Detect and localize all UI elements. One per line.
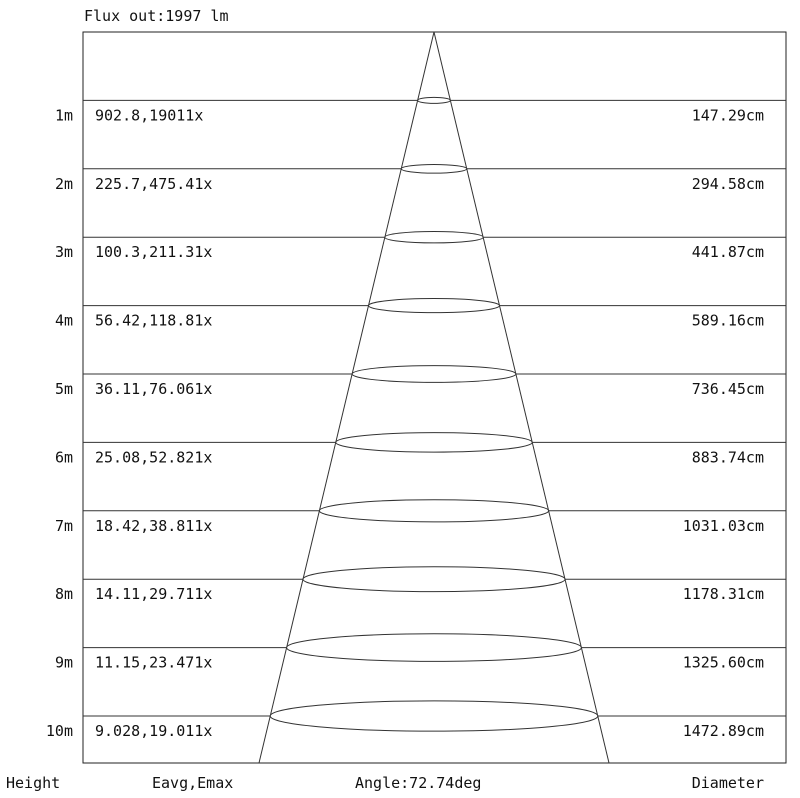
- beam-ellipse: [369, 299, 500, 313]
- row-eavg-emax-label: 9.028,19.011x: [95, 722, 213, 740]
- row-height-label: 5m: [54, 380, 73, 398]
- row-eavg-emax-label: 14.11,29.711x: [95, 585, 213, 604]
- row-height-label: 1m: [54, 106, 73, 125]
- row-diameter-label: 1178.31cm: [682, 585, 764, 604]
- row-eavg-emax-label: 11.15,23.471x: [95, 653, 213, 672]
- beam-ellipse: [303, 567, 565, 592]
- row-diameter-label: 441.87cm: [691, 243, 764, 262]
- beam-ellipse: [270, 701, 597, 731]
- row-diameter-label: 294.58cm: [691, 174, 764, 193]
- row-diameter-label: 883.74cm: [691, 448, 764, 467]
- row-height-label: 3m: [54, 243, 73, 262]
- footer-eavg-label: Eavg,Emax: [152, 774, 234, 792]
- row-eavg-emax-label: 902.8,19011x: [95, 106, 204, 125]
- beam-ellipse: [418, 97, 451, 103]
- row-eavg-emax-label: 56.42,118.81x: [95, 311, 213, 330]
- row-eavg-emax-label: 225.7,475.41x: [95, 174, 213, 193]
- row-height-label: 6m: [54, 448, 73, 467]
- footer-height-label: Height: [6, 774, 61, 792]
- row-height-label: 2m: [54, 174, 73, 193]
- beam-ellipse: [287, 634, 582, 662]
- footer-angle-label: Angle:72.74deg: [355, 774, 482, 792]
- row-height-label: 8m: [54, 585, 73, 604]
- row-diameter-label: 1031.03cm: [682, 516, 764, 535]
- beam-ellipse: [336, 433, 532, 453]
- beam-cone: [259, 32, 609, 763]
- row-eavg-emax-label: 25.08,52.821x: [95, 448, 213, 467]
- row-height-label: 9m: [54, 653, 73, 672]
- row-diameter-label: 736.45cm: [691, 380, 764, 398]
- row-eavg-emax-label: 36.11,76.061x: [95, 380, 213, 398]
- footer-diameter-label: Diameter: [691, 774, 764, 792]
- flux-label: Flux out:1997 lm: [84, 7, 229, 25]
- beam-ellipse: [352, 366, 516, 383]
- row-diameter-label: 1472.89cm: [682, 722, 764, 740]
- row-diameter-label: 589.16cm: [691, 311, 764, 330]
- beam-ellipse: [385, 232, 483, 243]
- row-diameter-label: 1325.60cm: [682, 653, 764, 672]
- row-height-label: 7m: [54, 516, 73, 535]
- row-height-label: 4m: [54, 311, 73, 330]
- beam-ellipse: [319, 500, 548, 522]
- row-diameter-label: 147.29cm: [691, 106, 764, 125]
- row-eavg-emax-label: 100.3,211.31x: [95, 243, 213, 262]
- row-eavg-emax-label: 18.42,38.811x: [95, 516, 213, 535]
- beam-ellipse: [401, 164, 466, 173]
- row-height-label: 10m: [45, 722, 73, 740]
